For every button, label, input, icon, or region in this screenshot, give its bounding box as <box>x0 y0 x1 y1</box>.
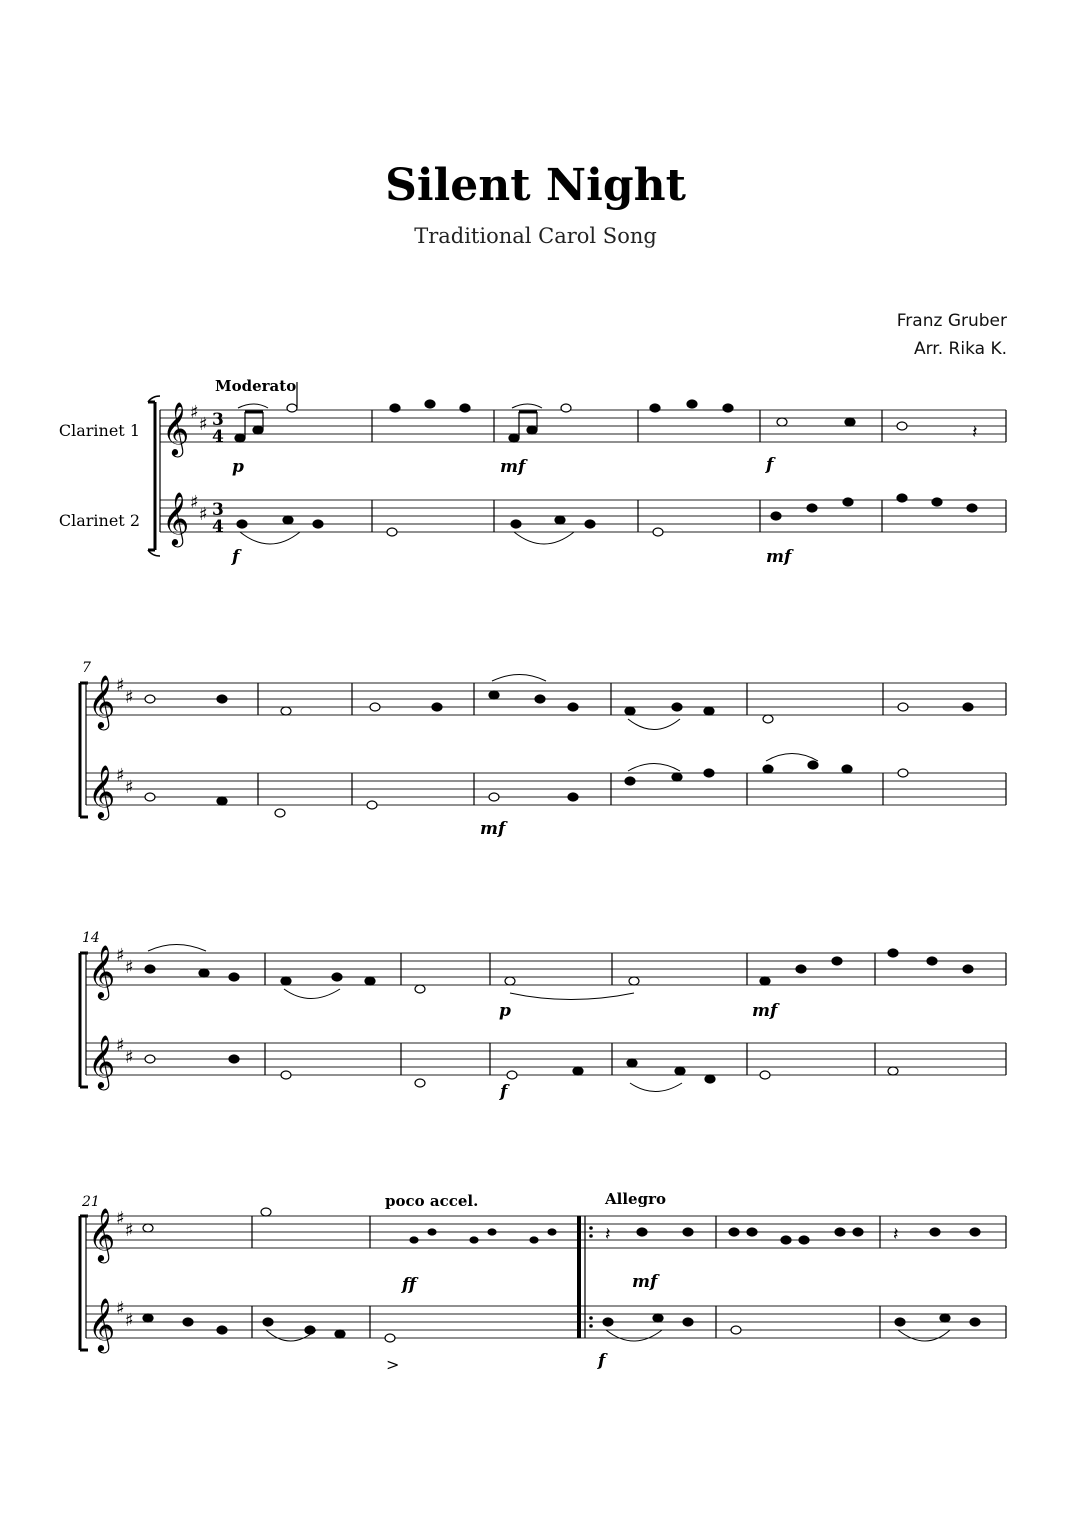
svg-text:♯: ♯ <box>125 1310 134 1331</box>
system-3 <box>80 930 1006 1102</box>
svg-text:𝄞: 𝄞 <box>88 1297 116 1351</box>
svg-text:𝄞: 𝄞 <box>88 764 116 818</box>
treble-clef: 𝄞 <box>162 491 190 545</box>
time-signature: 3 <box>212 500 224 520</box>
dynamic-mark: p <box>499 1001 511 1021</box>
dynamic-mark: p <box>232 457 244 477</box>
svg-text:♯: ♯ <box>116 1298 125 1319</box>
svg-text:♯: ♯ <box>116 945 125 966</box>
system-2 <box>80 660 1006 839</box>
rest: 𝄽 <box>972 422 978 443</box>
svg-text:♯: ♯ <box>116 1208 125 1229</box>
instrument-name-clarinet-2: Clarinet 2 <box>58 511 140 530</box>
key-signature: ♯ <box>199 414 208 435</box>
staff-clarinet-1 <box>160 410 1006 442</box>
system-bracket <box>148 402 155 550</box>
notes-clarinet-1 <box>235 382 907 442</box>
dynamic-mark: f <box>232 547 240 567</box>
svg-text:♯: ♯ <box>116 765 125 786</box>
time-signature: 4 <box>212 517 224 537</box>
svg-text:𝄞: 𝄞 <box>88 1207 116 1261</box>
svg-text:𝄞: 𝄞 <box>88 1034 116 1088</box>
tempo-mark: poco accel. <box>385 1192 479 1210</box>
svg-text:♯: ♯ <box>125 687 134 708</box>
dynamic-mark: mf <box>500 457 526 477</box>
treble-clef: 𝄞 <box>162 401 190 455</box>
dynamic-mark: mf <box>480 819 506 839</box>
svg-text:𝄞: 𝄞 <box>88 944 116 998</box>
instrument-name-clarinet-1: Clarinet 1 <box>58 421 140 440</box>
repeat-barline <box>579 1216 593 1338</box>
dynamic-mark: mf <box>752 1001 778 1021</box>
tempo-mark: Moderato <box>215 377 297 395</box>
dynamic-mark: mf <box>766 547 792 567</box>
svg-text:♯: ♯ <box>125 777 134 798</box>
score-subtitle: Traditional Carol Song <box>414 224 657 248</box>
svg-text:𝄽: 𝄽 <box>893 1224 899 1245</box>
svg-text:𝄽: 𝄽 <box>605 1224 611 1245</box>
measure-number: 14 <box>82 930 100 946</box>
dynamic-mark: mf <box>632 1272 658 1292</box>
time-signature: 3 <box>212 410 224 430</box>
arranger-credit: Arr. Rika K. <box>913 339 1007 359</box>
key-signature: ♯ <box>190 402 199 423</box>
svg-text:♯: ♯ <box>125 1047 134 1068</box>
key-signature: ♯ <box>199 504 208 525</box>
time-signature: 4 <box>212 427 224 447</box>
measure-number: 7 <box>82 660 91 676</box>
score-title: Silent Night <box>385 160 686 211</box>
svg-text:♯: ♯ <box>125 957 134 978</box>
svg-text:𝄞: 𝄞 <box>88 674 116 728</box>
svg-text:♯: ♯ <box>125 1220 134 1241</box>
dynamic-mark: f <box>598 1351 606 1371</box>
dynamic-mark: f <box>500 1082 508 1102</box>
measure-number: 21 <box>82 1194 100 1210</box>
accent-mark: > <box>386 1355 400 1374</box>
dynamic-mark: f <box>766 455 774 475</box>
composer-credit: Franz Gruber <box>896 311 1007 331</box>
system-1 <box>59 377 1006 567</box>
system-4 <box>80 1190 1006 1374</box>
key-signature: ♯ <box>190 492 199 513</box>
tempo-mark: Allegro <box>605 1190 666 1208</box>
svg-text:♯: ♯ <box>116 675 125 696</box>
svg-text:♯: ♯ <box>116 1035 125 1056</box>
dynamic-mark: ff <box>402 1275 417 1295</box>
